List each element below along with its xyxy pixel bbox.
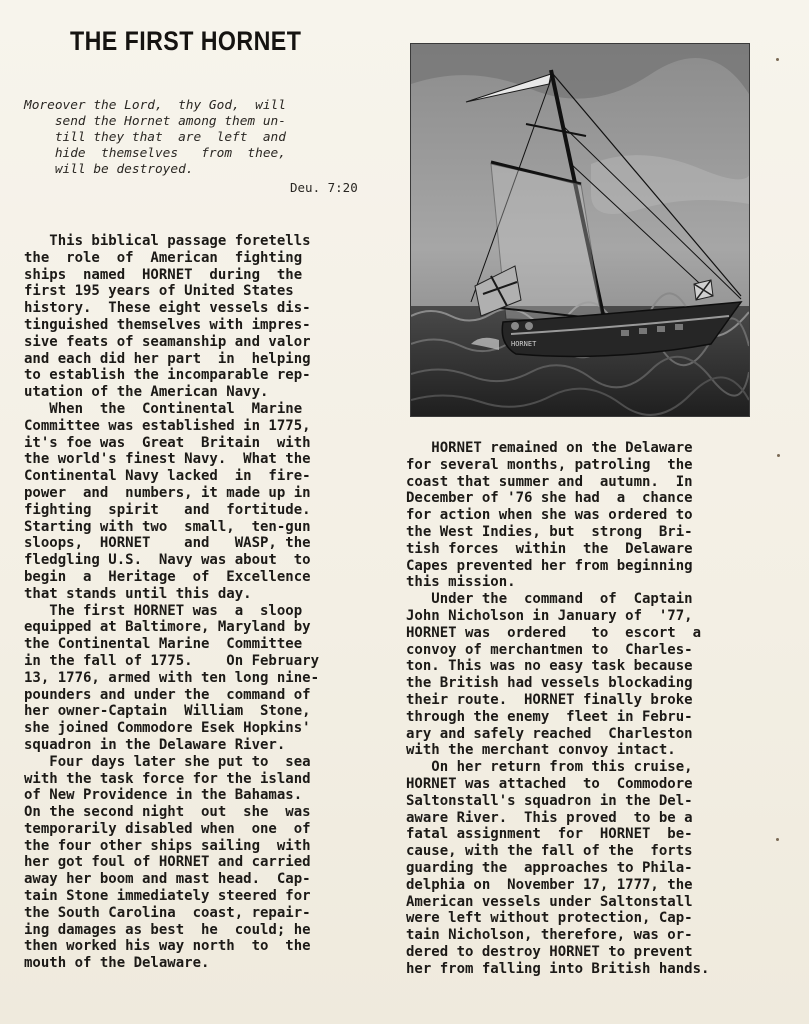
epigraph-line: till they that are left and — [24, 130, 286, 145]
paragraph — [406, 591, 750, 759]
text-line: with the merchant convoy intact. — [406, 742, 676, 759]
text-line: Committee was established in 1775, — [24, 417, 311, 434]
text-line: HORNET was ordered to escort a — [406, 624, 702, 641]
text-line: begin a Heritage of Excellence — [24, 568, 311, 585]
left-column — [24, 233, 364, 972]
text-line: with the task force for the island — [24, 770, 311, 787]
text-line: squadron in the Delaware River. — [24, 736, 286, 753]
paragraph — [24, 754, 364, 972]
text-line: equipped at Baltimore, Maryland by — [24, 619, 311, 636]
text-line: the South Carolina coast, repair- — [24, 904, 311, 921]
text-line: December of '76 she had a chance — [406, 490, 693, 507]
right-column — [406, 440, 750, 978]
text-line: for action when she was ordered to — [406, 507, 693, 524]
text-line: first 195 years of United States — [24, 283, 294, 300]
text-line: On the second night out she was — [24, 804, 311, 821]
text-line: in the fall of 1775. On February — [24, 652, 320, 669]
text-line: HORNET was attached to Commodore — [406, 775, 693, 792]
text-line: cause, with the fall of the forts — [406, 843, 693, 860]
paragraph — [406, 759, 750, 977]
text-line: ing damages as best he could; he — [24, 921, 311, 938]
text-line: the Continental Marine Committee — [24, 636, 303, 653]
text-line: history. These eight vessels dis- — [24, 300, 311, 317]
text-line: tain Stone immediately steered for — [24, 888, 311, 905]
binder-hole-mark — [777, 454, 780, 457]
text-line: Capes prevented her from beginning — [406, 557, 693, 574]
text-line: that stands until this day. — [24, 585, 252, 602]
gunport — [675, 324, 683, 330]
text-line: away her boom and mast head. Cap- — [24, 871, 311, 888]
text-line: John Nicholson in January of '77, — [406, 607, 693, 624]
text-line: tain Nicholson, therefore, was or- — [406, 927, 693, 944]
text-line: utation of the American Navy. — [24, 384, 269, 401]
text-line: to establish the incomparable rep- — [24, 367, 311, 384]
text-line: it's foe was Great Britain with — [24, 434, 311, 451]
epigraph-line: will be destroyed. — [24, 162, 194, 177]
sloop-drawing — [411, 44, 749, 416]
text-line: the West Indies, but strong Bri- — [406, 523, 693, 540]
paragraph — [406, 440, 750, 591]
text-line: dered to destroy HORNET to prevent — [406, 943, 693, 960]
text-line: through the enemy fleet in Febru- — [406, 708, 693, 725]
text-line: HORNET remained on the Delaware — [406, 440, 693, 456]
text-line: tinguished themselves with impres- — [24, 316, 311, 333]
text-line: her owner-Captain William Stone, — [24, 703, 311, 720]
text-line: Starting with two small, ten-gun — [24, 518, 311, 535]
text-line: the role of American fighting — [24, 249, 303, 266]
hull-name: HORNET — [511, 340, 537, 348]
text-line: fledgling U.S. Navy was about to — [24, 552, 311, 569]
text-line: On her return from this cruise, — [406, 759, 693, 776]
paragraph — [24, 233, 364, 401]
text-line: fighting spirit and fortitude. — [24, 501, 311, 518]
text-line: convoy of merchantmen to Charles- — [406, 641, 693, 658]
text-line: 13, 1776, armed with ten long nine- — [24, 669, 320, 686]
text-line: Under the command of Captain — [406, 591, 693, 608]
text-line: coast that summer and autumn. In — [406, 473, 693, 490]
text-line: pounders and under the command of — [24, 686, 311, 703]
text-line: Continental Navy lacked in fire- — [24, 468, 311, 485]
text-line: delphia on November 17, 1777, the — [406, 876, 693, 893]
gunport — [511, 322, 519, 330]
text-line: tish forces within the Delaware — [406, 540, 693, 557]
text-line: ships named HORNET during the — [24, 266, 303, 283]
text-line: ary and safely reached Charleston — [406, 725, 693, 742]
text-line: and each did her part in helping — [24, 350, 311, 367]
text-line: Saltonstall's squadron in the Del- — [406, 792, 693, 809]
text-line: mouth of the Delaware. — [24, 955, 210, 972]
text-line: fatal assignment for HORNET be- — [406, 826, 693, 843]
epigraph — [24, 98, 364, 178]
paragraph — [24, 401, 364, 603]
gunport — [639, 328, 647, 334]
text-line: then worked his way north to the — [24, 938, 311, 955]
text-line: were left without protection, Cap- — [406, 910, 693, 927]
text-line: sive feats of seamanship and valor — [24, 333, 311, 350]
text-line: American vessels under Saltonstall — [406, 893, 693, 910]
text-line: Four days later she put to sea — [24, 753, 311, 770]
text-line: the four other ships sailing with — [24, 837, 311, 854]
text-line: When the Continental Marine — [24, 400, 303, 417]
text-line: she joined Commodore Esek Hopkins' — [24, 720, 311, 737]
gunport — [525, 322, 533, 330]
text-line: for several months, patroling the — [406, 456, 693, 473]
binder-hole-mark — [776, 838, 779, 841]
text-line: The first HORNET was a sloop — [24, 602, 303, 619]
epigraph-citation: Deu. 7:20 — [290, 180, 358, 195]
text-line: This biblical passage foretells — [24, 233, 311, 249]
binder-hole-mark — [776, 58, 779, 61]
page-title: THE FIRST HORNET — [70, 26, 302, 56]
text-line: the world's finest Navy. What the — [24, 451, 311, 468]
epigraph-line: send the Hornet among them un- — [24, 114, 286, 129]
gunport — [657, 326, 665, 332]
epigraph-line: Moreover the Lord, thy God, will — [24, 98, 286, 113]
text-line: their route. HORNET finally broke — [406, 691, 693, 708]
text-line: ton. This was no easy task because — [406, 658, 693, 675]
text-line: this mission. — [406, 574, 516, 591]
text-line: guarding the approaches to Phila- — [406, 859, 693, 876]
text-line: aware River. This proved to be a — [406, 809, 693, 826]
epigraph-line: hide themselves from thee, — [24, 146, 286, 161]
text-line: her from falling into British hands. — [406, 960, 710, 977]
text-line: power and numbers, it made up in — [24, 484, 311, 501]
paragraph — [24, 603, 364, 754]
text-line: the British had vessels blockading — [406, 675, 693, 692]
text-line: sloops, HORNET and WASP, the — [24, 535, 311, 552]
gunport — [621, 330, 629, 336]
text-line: her got foul of HORNET and carried — [24, 854, 311, 871]
ship-illustration — [411, 44, 749, 416]
text-line: of New Providence in the Bahamas. — [24, 787, 303, 804]
text-line: temporarily disabled when one of — [24, 820, 311, 837]
